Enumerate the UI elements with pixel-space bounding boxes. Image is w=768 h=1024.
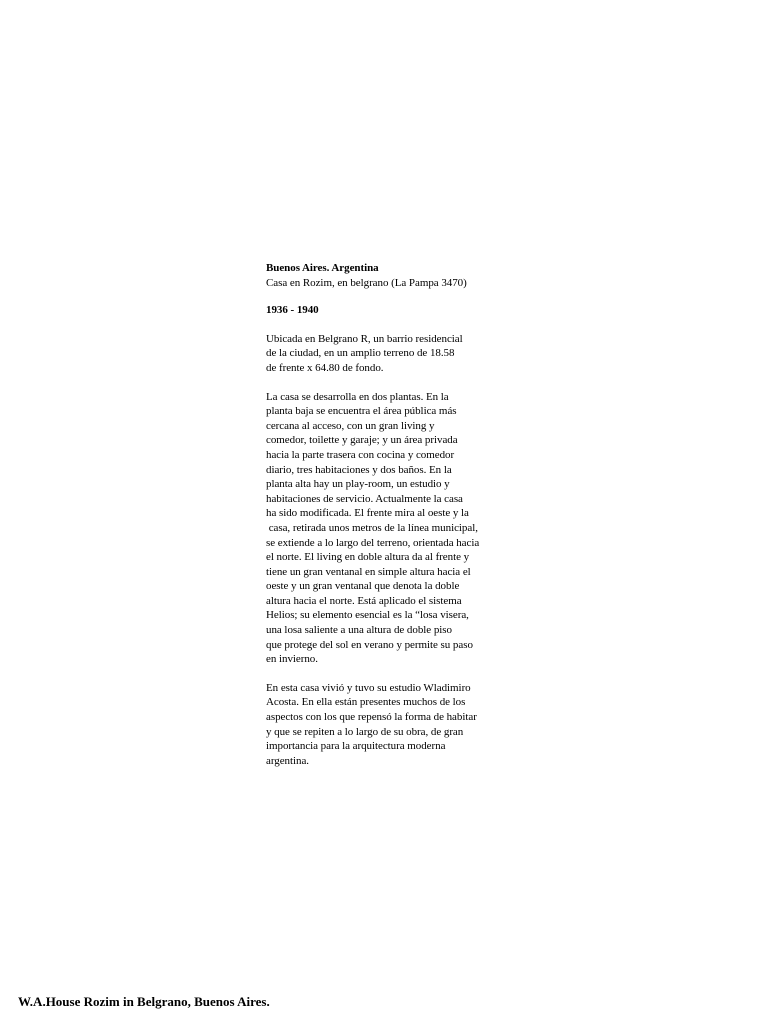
- document-body: [266, 261, 536, 768]
- paragraph-line: hacia la parte trasera con cocina y comedor: [266, 448, 455, 461]
- paragraph-line: de frente x 64.80 de fondo.: [266, 361, 384, 374]
- paragraph-line: Ubicada en Belgrano R, un barrio residencial: [266, 332, 463, 345]
- paragraph-line: Acosta. En ella están presentes muchos de los: [266, 696, 466, 709]
- paragraph-line: y que se repiten a lo largo de su obra, de gran: [266, 725, 464, 738]
- paragraph-line: altura hacia el norte. Está aplicado el sistema: [266, 594, 462, 607]
- paragraph-line: una losa saliente a una altura de doble piso: [266, 624, 452, 637]
- paragraph-line: En esta casa vivió y tuvo su estudio Wladimiro: [266, 681, 471, 694]
- paragraph-line: de la ciudad, en un amplio terreno de 18.58: [266, 347, 455, 360]
- location-heading: Buenos Aires. Argentina: [266, 262, 379, 274]
- paragraph-line: cercana al acceso, con un gran living y: [266, 419, 435, 432]
- paragraph-description: [266, 390, 536, 667]
- paragraph-line: que protege del sol en verano y permite su paso: [266, 638, 473, 651]
- paragraph-line: La casa se desarrolla en dos plantas. En la: [266, 390, 449, 403]
- paragraph-line: importancia para la arquitectura moderna: [266, 740, 446, 753]
- paragraph-line: ha sido modificada. El frente mira al oeste y la: [266, 507, 469, 520]
- paragraph-history: [266, 681, 536, 769]
- paragraph-line: casa, retirada unos metros de la línea municipal,: [266, 521, 478, 534]
- page-caption: W.A.House Rozim in Belgrano, Buenos Aires.: [18, 994, 270, 1009]
- paragraph-line: aspectos con los que repensó la forma de habitar: [266, 711, 477, 724]
- paragraph-line: habitaciones de servicio. Actualmente la casa: [266, 492, 463, 505]
- paragraph-line: planta alta hay un play-room, un estudio y: [266, 478, 450, 491]
- paragraph-line: el norte. El living en doble altura da al frente y: [266, 551, 470, 564]
- paragraph-line: planta baja se encuentra el área pública más: [266, 405, 457, 418]
- paragraph-location: [266, 332, 536, 376]
- paragraph-line: Helios; su elemento esencial es la “losa visera,: [266, 609, 469, 622]
- paragraph-line: diario, tres habitaciones y dos baños. En la: [266, 463, 452, 476]
- years-heading: 1936 - 1940: [266, 304, 319, 317]
- house-subtitle: Casa en Rozim, en belgrano (La Pampa 3470): [266, 276, 467, 289]
- paragraph-line: en invierno.: [266, 653, 318, 666]
- paragraph-line: comedor, toilette y garaje; y un área privada: [266, 434, 458, 447]
- paragraph-line: oeste y un gran ventanal que denota la doble: [266, 580, 460, 593]
- paragraph-line: argentina.: [266, 754, 309, 767]
- paragraph-line: se extiende a lo largo del terreno, orientada hacia: [266, 536, 480, 549]
- paragraph-line: tiene un gran ventanal en simple altura hacia el: [266, 565, 471, 578]
